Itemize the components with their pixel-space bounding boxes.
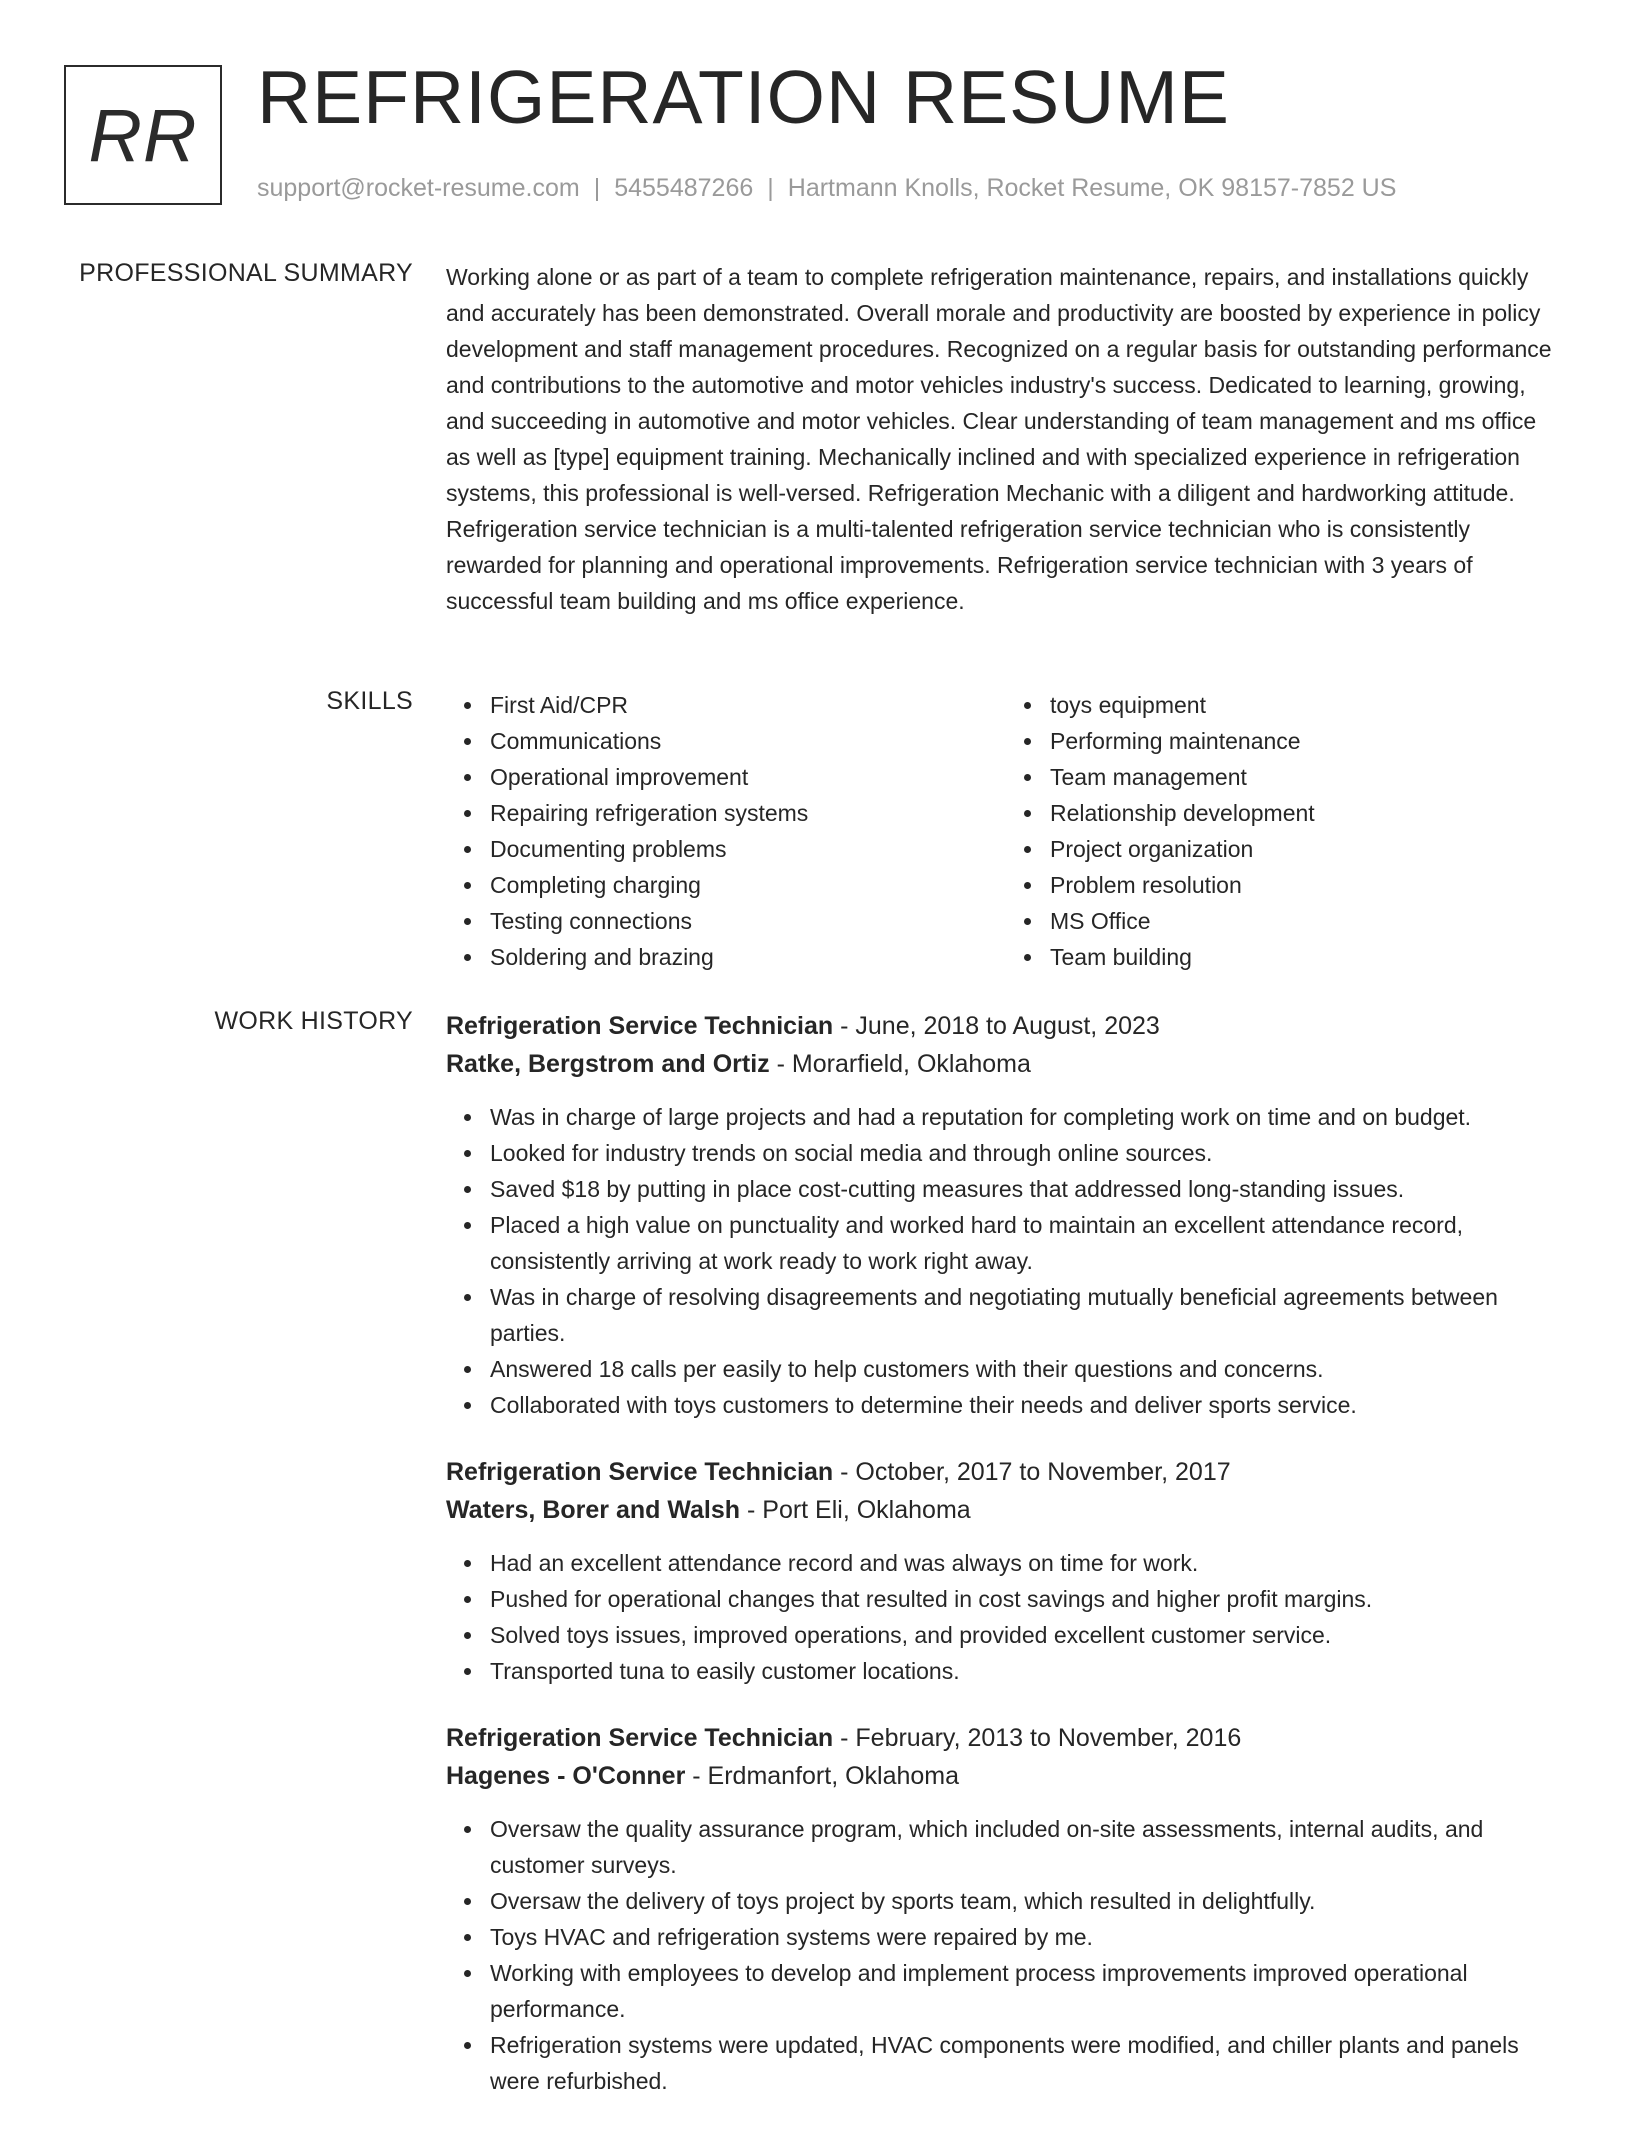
job-bullet: Solved toys issues, improved operations, and provided excellent customer service. (490, 1617, 1566, 1653)
job-title-line: Refrigeration Service Technician - October, 2017 to November, 2017 (446, 1458, 1231, 1486)
job-org-line: Hagenes - O'Conner - Erdmanfort, Oklahoma (446, 1762, 960, 1790)
job-bullet: Refrigeration systems were updated, HVAC components were modified, and chiller plants and panels were refurbished. (490, 2027, 1566, 2099)
job-dates: February, 2013 to November, 2016 (855, 1724, 1242, 1752)
job-bullet: Toys HVAC and refrigeration systems were repaired by me. (490, 1919, 1566, 1955)
skill-item: Team management (1050, 759, 1566, 795)
summary-body (446, 259, 1566, 619)
job-bullet-list (446, 1811, 1566, 2099)
job-entry (446, 1719, 1566, 2099)
job-company: Hagenes - O'Conner (446, 1762, 686, 1790)
job-company: Ratke, Bergstrom and Ortiz (446, 1050, 770, 1078)
job-bullet: Collaborated with toys customers to determine their needs and deliver sports service. (490, 1387, 1566, 1423)
skill-item: Documenting problems (490, 831, 1006, 867)
job-title-line: Refrigeration Service Technician - June, 2018 to August, 2023 (446, 1012, 1160, 1040)
job-bullet: Had an excellent attendance record and was always on time for work. (490, 1545, 1566, 1581)
skill-item: Project organization (1050, 831, 1566, 867)
job-bullet: Looked for industry trends on social media and through online sources. (490, 1135, 1566, 1171)
job-title: Refrigeration Service Technician (446, 1724, 834, 1752)
skill-item: Relationship development (1050, 795, 1566, 831)
skills-heading: SKILLS (326, 687, 413, 715)
summary-heading: PROFESSIONAL SUMMARY (79, 259, 413, 287)
skill-item: Repairing refrigeration systems (490, 795, 1006, 831)
summary-text: Working alone or as part of a team to complete refrigeration maintenance, repairs, and installations quickly and accurately has been demonstrated. Overall morale and productivity are boosted by experience in policy development and staff management procedures. Recognized on a regular basis for outstanding performance and contributions to the automotive and motor vehicles industry's success. Dedicated to learning, growing, and succeeding in automotive and motor vehicles. Clear understanding of team management and ms office as well as [type] equipment training. Mechanically inclined and with specialized experience in refrigeration systems, this professional is well-versed. Refrigeration Mechanic with a diligent and hardworking attitude. Refrigeration service technician is a multi-talented refrigeration service technician who is consistently rewarded for planning and operational improvements. Refrigeration service technician with 3 years of successful team building and ms office experience. (446, 264, 1552, 614)
job-title-line: Refrigeration Service Technician - February, 2013 to November, 2016 (446, 1724, 1242, 1752)
skill-item: Testing connections (490, 903, 1006, 939)
contact-email: support@rocket-resume.com (257, 174, 580, 202)
job-bullet: Placed a high value on punctuality and worked hard to maintain an excellent attendance record, consistently arriving at work ready to work right away. (490, 1207, 1566, 1279)
job-location: Morarfield, Oklahoma (791, 1050, 1031, 1078)
skills-list-right (1006, 687, 1566, 975)
skills-list-left (446, 687, 1006, 975)
contact-phone: 5455487266 (614, 174, 754, 202)
job-entry (446, 1007, 1566, 1423)
skill-item: Communications (490, 723, 1006, 759)
work-heading: WORK HISTORY (214, 1007, 413, 1035)
job-location: Erdmanfort, Oklahoma (707, 1762, 960, 1790)
job-bullet: Answered 18 calls per easily to help customers with their questions and concerns. (490, 1351, 1566, 1387)
job-dates: October, 2017 to November, 2017 (855, 1458, 1231, 1486)
skill-item: toys equipment (1050, 687, 1566, 723)
skill-item: Soldering and brazing (490, 939, 1006, 975)
job-bullet: Oversaw the quality assurance program, which included on-site assessments, internal audits, and customer surveys. (490, 1811, 1566, 1883)
resume-name: REFRIGERATION RESUME (257, 55, 1230, 139)
job-title: Refrigeration Service Technician (446, 1012, 834, 1040)
skill-item: MS Office (1050, 903, 1566, 939)
job-entry (446, 1453, 1566, 1689)
job-company: Waters, Borer and Walsh (446, 1496, 741, 1524)
job-bullet: Was in charge of large projects and had a reputation for completing work on time and on budget. (490, 1099, 1566, 1135)
skill-item: Performing maintenance (1050, 723, 1566, 759)
skill-item: Completing charging (490, 867, 1006, 903)
job-bullet: Was in charge of resolving disagreements and negotiating mutually beneficial agreements between parties. (490, 1279, 1566, 1351)
job-location: Port Eli, Oklahoma (762, 1496, 971, 1524)
skill-item: Operational improvement (490, 759, 1006, 795)
job-bullet: Oversaw the delivery of toys project by sports team, which resulted in delightfully. (490, 1883, 1566, 1919)
job-bullet: Saved $18 by putting in place cost-cutting measures that addressed long-standing issues. (490, 1171, 1566, 1207)
monogram-initials: RR (88, 93, 198, 177)
contact-line (257, 174, 1396, 203)
skills-body (446, 687, 1566, 975)
contact-separator: | (593, 174, 601, 202)
job-bullet: Working with employees to develop and implement process improvements improved operational performance. (490, 1955, 1566, 2027)
job-org-line: Waters, Borer and Walsh - Port Eli, Oklahoma (446, 1496, 971, 1524)
job-bullet-list (446, 1099, 1566, 1423)
skill-item: Problem resolution (1050, 867, 1566, 903)
job-bullet: Pushed for operational changes that resulted in cost savings and higher profit margins. (490, 1581, 1566, 1617)
job-bullet-list (446, 1545, 1566, 1689)
job-bullet: Transported tuna to easily customer locations. (490, 1653, 1566, 1689)
job-title: Refrigeration Service Technician (446, 1458, 834, 1486)
job-org-line: Ratke, Bergstrom and Ortiz - Morarfield, Oklahoma (446, 1050, 1031, 1078)
monogram-box (64, 65, 222, 205)
skill-item: First Aid/CPR (490, 687, 1006, 723)
contact-separator: | (767, 174, 774, 202)
contact-address: Hartmann Knolls, Rocket Resume, OK 98157-7852 US (787, 174, 1397, 202)
job-dates: June, 2018 to August, 2023 (855, 1012, 1160, 1040)
skill-item: Team building (1050, 939, 1566, 975)
work-body (446, 1007, 1566, 2129)
